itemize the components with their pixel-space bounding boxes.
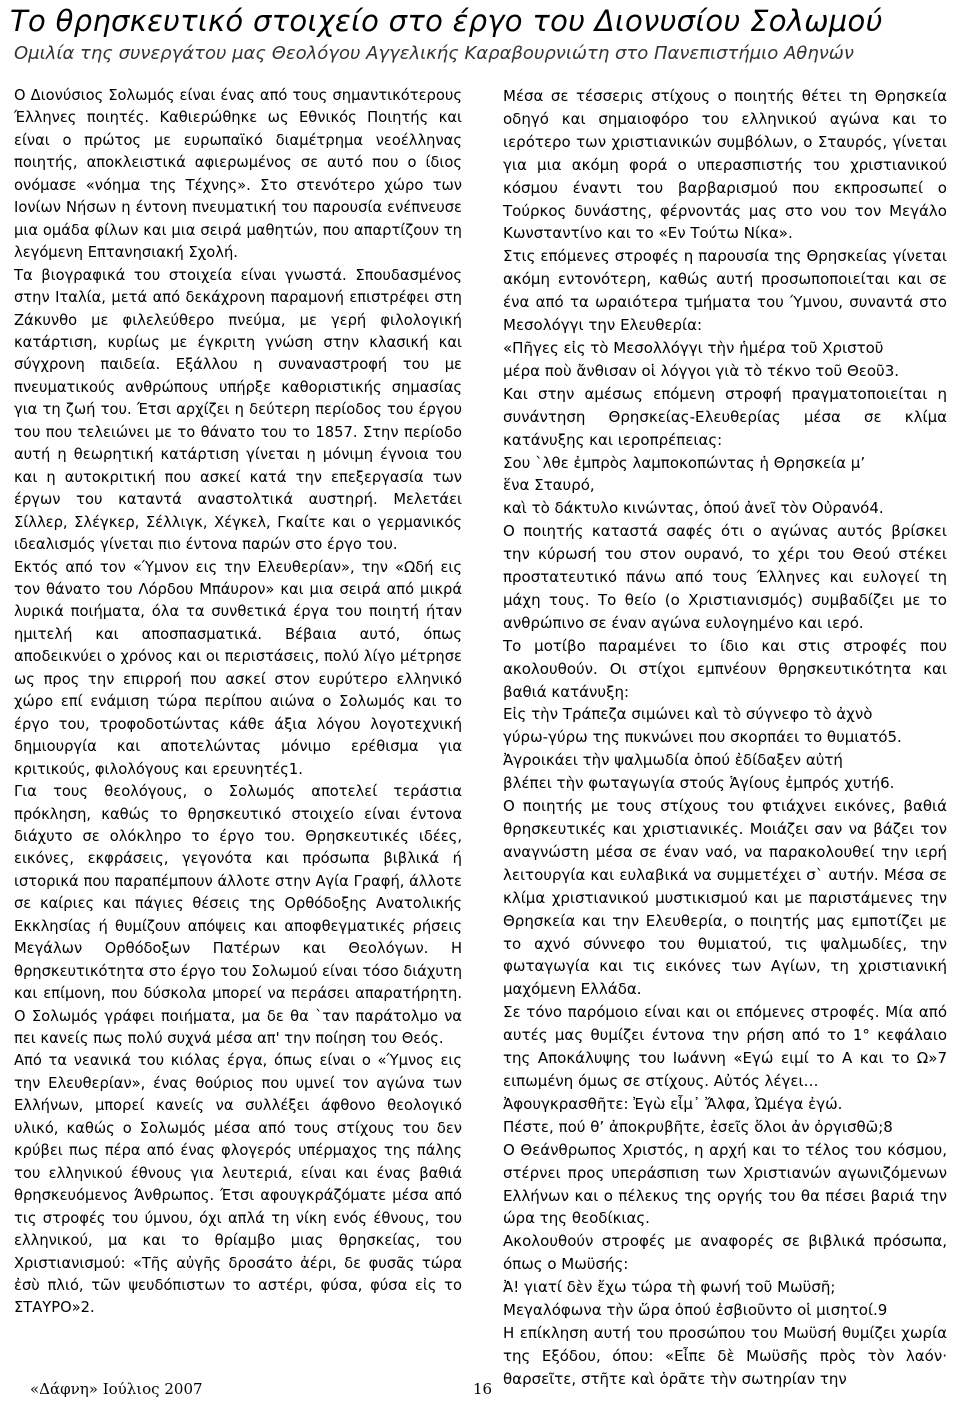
paragraph: Στις επόμενες στροφές η παρουσία της Θρησκείας γίνεται ακόμη εντονότερη, καθώς αυτή προσωποποιείται και σε ένα από τα ωραιότερα τμήματα του Ύμνου, συναντά στο Μεσολόγγι την Ελευθερία: <box>503 247 947 335</box>
paragraph: Εκτός από τον «Ύμνον εις την Ελευθερίαν», την «Ωδή εις τον θάνατο του Λόρδου Μπάυρον» και μια σειρά από μικρά λυρικά ποιήματα, όλα τα συνθετικά έργα του ποιητή ήταν ημιτελή και αποσπασματικά. Βέβαια αυτό, όπως αποδεικνύει ο χρόνος και οι περιστάσεις, πολύ λίγο μέτρησε ως προς την επιρροή που ασκεί στον ευρύτερο ελληνικό χώρο επί ενάμιση τώρα περίπου αιώνα ο Σολωμός και το έργο του, τροφοδοτώντας κάθε άξια λόγου λογοτεχνική δημιουργία και αποτελώντας μόνιμο ερέθισμα για κριτικούς, φιλολόγους και ερευνητές1. <box>14 558 462 778</box>
verse-line: Ἀγροικάει τὴν ψαλμωδία ὁπού ἐδίδαξεν αὐτή <box>503 751 843 770</box>
verse-line: Ἀ! γιατί δὲν ἔχω τώρα τὴ φωνή τοῦ Μωϋσῆ; <box>503 1278 836 1297</box>
paragraph: Σε τόνο παρόμοιο είναι και οι επόμενες στροφές. Μία από αυτές μας θυμίζει έντονα την ρήση από το 1° κεφάλαιο της Αποκάλυψης του Ιωάννη «Εγώ ειμί το Α και το Ω»7 ειπωμένη όμως σε στίχους. Αὐτός λέγει… <box>503 1003 947 1090</box>
verse-line: Ἀφουγκρασθῆτε: Ἐγὼ εἶμ᾽ Ἄλφα, Ὠμέγα ἐγώ. <box>503 1094 843 1113</box>
paragraph: Ο ποιητής με τους στίχους του φτιάχνει εικόνες, βαθιά θρησκευτικές και χριστιανικές. Μοιάζει σαν να βάζει τον αναγνώστη μέσα σε έναν ναό, να παρακολουθεί την ιερή λειτουργία και ευλαβικά να συμμετέχει σ` αυτήν. Μέσα σε κλίμα χριστιανικού μυστικισμού και με παριστάμενες την Θρησκεία και την Ελευθερία, ο ποιητής μας εμποτίζει με το αχνό σύννεφο του θυμιατού, τις ψαλμωδίες, την φωταγωγία και τις εικόνες των Αγίων, τη χριστιανική μαχόμενη Ελλάδα. <box>503 797 947 999</box>
paragraph: Για τους θεολόγους, ο Σολωμός αποτελεί τεράστια πρόκληση, καθώς το θρησκευτικό στοιχείο είναι έντονα διάχυτο σε ολόκληρο το έργο του. Θρησκευτικές ιδέες, εικόνες, εκφράσεις, γεγονότα και πρόσωπα βιβλικά ή ιστορικά που παραπέμπουν άλλοτε στην Αγία Γραφή, άλλοτε σε καίριες και πάγιες θέσεις της Ορθόδοξης Ανατολικής Εκκλησίας ή θυμίζουν απόψεις και αποφθεγματικές ρήσεις Μεγάλων Ορθόδοξων Πατέρων και Θεολόγων. Η θρησκευτικότητα στο έργο του Σολωμού είναι τόσο διάχυτη και επίμονη, που δύσκολα μπορεί να περάσει απαρατήρητη. Ο Σολωμός γράφει ποιήματα, μα δε θα `ταν παράτολμο να πει κανείς πως πολύ συχνά μέσα απ' την ποίηση του Θεός. <box>14 783 462 1048</box>
paragraph: Ο Διονύσιος Σολωμός είναι ένας από τους σημαντικότερους Έλληνες ποιητές. Καθιερώθηκε ως Εθνικός Ποιητής και είναι ο πρώτος με ευρωπαϊκό διαμέτρημα νεοέλληνας ποιητής, αποκλειστικά αφιερωμένος σε αυτό που ο ίδιος ονόμασε «νόημα της Τέχνης». Στο στενότερο χώρο των Ιονίων Νήσων η έντονη πνευματική του παρουσία ενέπνευσε μια ομάδα φίλων και μια σειρά μαθητών, που απαρτίζουν τη λεγόμενη Επτανησιακή Σχολή. <box>14 87 462 262</box>
paragraph: Ακολουθούν στροφές με αναφορές σε βιβλικά πρόσωπα, όπως ο Μωϋσής: <box>503 1232 947 1274</box>
verse-line: μέρα ποὺ ἄνθισαν οἱ λόγγοι γιὰ τὸ τέκνο τοῦ Θεοῦ3. <box>503 361 900 380</box>
article-subtitle: Ομιλία της συνεργάτου μας Θεολόγου Αγγελικής Καραβουρνιώτη στο Πανεπιστήμιο Αθηνών <box>14 43 854 64</box>
paragraph: Ο Θεάνθρωπος Χριστός, η αρχή και το τέλος του κόσμου, στέρνει προς υπεράσπιση των Χριστιανών αγωνιζόμενων Ελλήνων και ο πέλεκυς της οργής του θα πέσει βαριά την ώρα της θεοδίκιας. <box>503 1140 947 1228</box>
verse-line: ἕνα Σταυρό, <box>503 476 595 495</box>
verse-line: Σου `λθε ἐμπρὸς λαμποκοπώντας ἡ Θρησκεία μ’ <box>503 453 866 472</box>
paragraph: Η επίκληση αυτή του προσώπου του Μωϋσή θυμίζει χωρία της Εξόδου, όπου: «Εἶπε δὲ Μωϋσῆς πρὸς τὸν λαόν· θαρσεῖτε, στῆτε καὶ ὁρᾶτε τὴν σωτηρίαν την <box>503 1323 947 1388</box>
paragraph: Το μοτίβο παραμένει το ίδιο και στις στροφές που ακολουθούν. Οι στίχοι εμπνέουν θρησκευτικότητα και βαθιά κατάνυξη: <box>503 636 947 701</box>
verse-line: Πέστε, πού θ’ ἀποκρυβῆτε, ἐσεῖς ὅλοι ἀν ὀργισθῶ;8 <box>503 1117 893 1136</box>
paragraph: Ο ποιητής καταστά σαφές ότι ο αγώνας αυτός βρίσκει την κύρωσή του στον ουρανό, το χέρι του Θεού στέκει προστατευτικό πάνω από τους Έλληνες και ευλογεί τη μάχη τους. Το θείο (ο Χριστιανισμός) συμβαδίζει με το ανθρώπινο σε έναν αγώνα ευλογημένο και ιερό. <box>503 522 947 632</box>
paragraph: Από τα νεανικά του κιόλας έργα, όπως είναι ο «Ύμνος εις την Ελευθερίαν», ένας θούριος που υμνεί τον αγώνα των Ελλήνων, μπορεί κανείς να συλλέξει άφθονο θεολογικό υλικό, καθώς ο Σολωμός μέσα από τους στίχους του δεν κρύβει πως πέρα από ένας φλογερός υπέρμαχος της πάλης του ελληνικού έθνους για λευτεριά, είναι και ένας βαθιά θρησκευόμενος Άνθρωπος. Έτσι αφουγκράζόματε μέσα από τις στροφές του ύμνου, όχι απλά τη νίκη ενός έθνους, του ελληνικού, μα και το θρίαμβο μιας θρησκείας, του Χριστιανισμού: «Τῆς αὐγῆς δροσάτο ἀέρι, δε φυσᾶς τώρα ἐσὺ πλιό, τῶν ψευδόπιστων το αστέρι, φύσα, φύσα εἰς το ΣΤΑΥΡΟ»2. <box>14 1052 462 1317</box>
right-column <box>503 85 947 1391</box>
verse-line: Μεγαλόφωνα τὴν ὥρα ὁπού ἐσβιοῦντο οἱ μισητοί.9 <box>503 1301 888 1320</box>
article-title: Το θρησκευτικό στοιχείο στο έργο του Διονυσίου Σολωμού <box>10 4 883 38</box>
page-number: 16 <box>473 1380 493 1398</box>
verse-line: γύρω-γύρω της πυκνώνει που σκορπάει το θυμιατό5. <box>503 728 902 747</box>
verse-line: «Πῆγες εἰς τὸ Μεσολλόγγι τὴν ἡμέρα τοῦ Χριστοῦ <box>503 338 884 357</box>
verse-line: βλέπει τὴν φωταγωγία στούς Ἁγίους ἐμπρός χυτή6. <box>503 774 895 793</box>
magazine-issue: «Δάφνη» Ιούλιος 2007 <box>30 1380 203 1398</box>
paragraph: Και στην αμέσως επόμενη στροφή πραγματοποιείται η συνάντηση Θρησκείας-Ελευθερίας μέσα σε κλίμα κατάνυξης και ιεροπρέπειας: <box>503 384 947 449</box>
verse-line: Εἰς τὴν Τράπεζα σιμώνει καὶ τὸ σύγνεφο τὸ ἀχνὸ <box>503 705 873 724</box>
paragraph: Μέσα σε τέσσερις στίχους ο ποιητής θέτει τη Θρησκεία οδηγό και σημαιοφόρο του ελληνικού αγώνα και το ιερότερο των χριστιανικών συμβόλων, ο Σταυρός, γίνεται για μια ακόμη φορά ο υπερασπιστής του χριστιανικού κόσμου έναντι του βαρβαρισμού που εκπροσωπεί ο Τούρκος δυνάστης, φέρνοντάς μας στο νου τον Μεγάλο Κωνσταντίνο και το «Εν Τούτω Νίκα». <box>503 87 947 243</box>
paragraph: Τα βιογραφικά του στοιχεία είναι γνωστά. Σπουδασμένος στην Ιταλία, μετά από δεκάχρονη παραμονή επιστρέφει στη Ζάκυνθο με φιλελεύθερο πνεύμα, με γερή φιλολογική κατάρτιση, κυρίως με έγκριτη γνώση στην κλασική και σύγχρονη παιδεία. Εξάλλου η συναναστροφή του με πνευματικούς ανθρώπους υπήρξε καθοριστικής σημασίας για τη ζωή του. Έτσι αρχίζει η δεύτερη περίοδος του έργου του που τελειώνει με το θάνατο του το 1857. Στην περίοδο αυτή η θεωρητική κατάρτιση γίνεται η μόνιμη έγνοια του και η αυτοκριτική που ασκεί κατά την επεξεργασία των έργων του καταντά αναστολτικά αυστηρή. Μελετάει Σίλλερ, Σλέγκερ, Σέλλιγκ, Χέγκελ, Γκαίτε και ο γερμανικός ιδεαλισμός γίνεται πιο έντονα παρών στο έργο του. <box>14 266 462 554</box>
left-column <box>14 85 462 1320</box>
verse-line: καὶ τὸ δάκτυλο κινώντας, ὁπού ἀνεῖ τὸν Οὐρανό4. <box>503 499 884 518</box>
